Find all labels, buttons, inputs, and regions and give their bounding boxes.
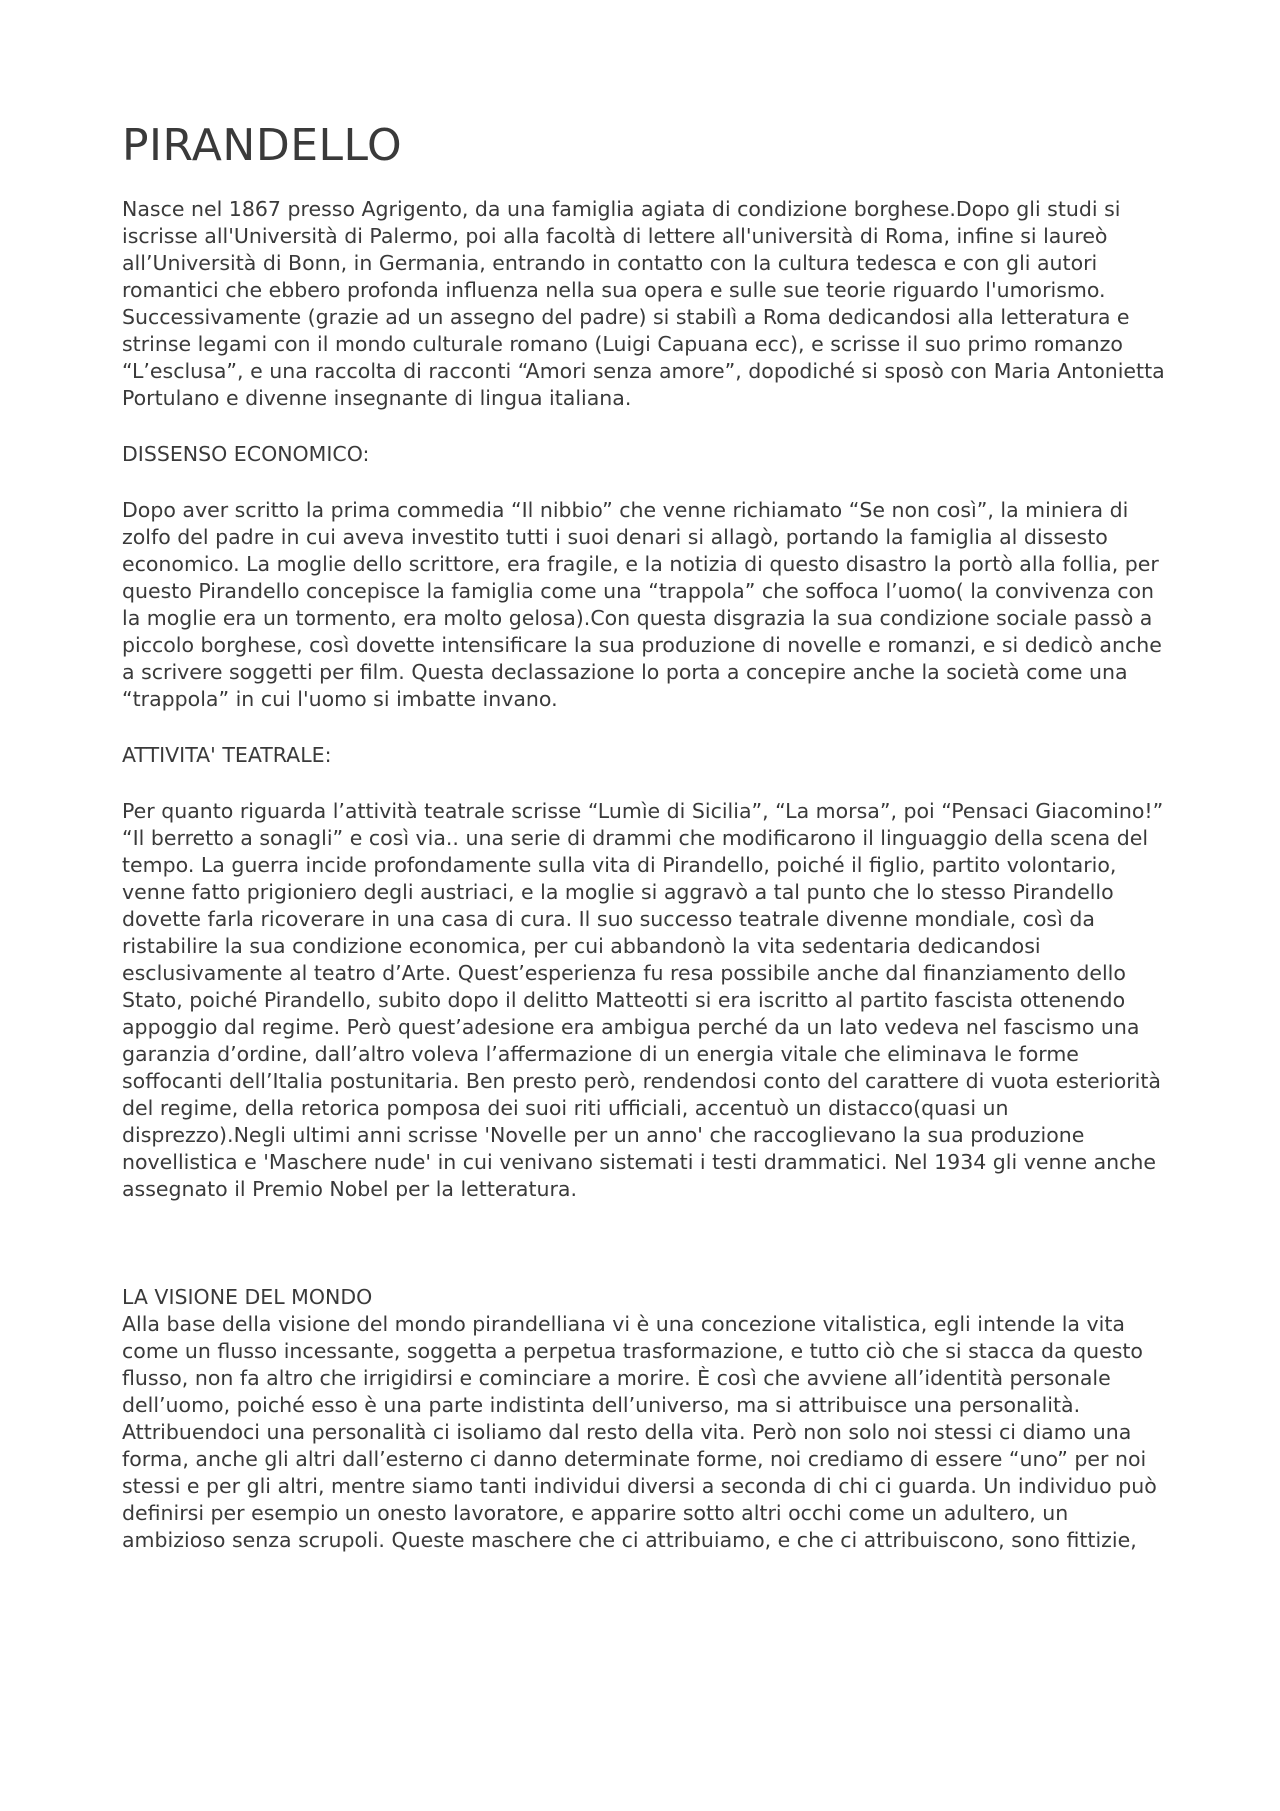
document-title: PIRANDELLO	[122, 120, 403, 171]
section-paragraph-attivita-teatrale: Per quanto riguarda l’attività teatrale scrisse “Lumìe di Sicilia”, “La morsa”, poi “Pensaci Giacomino!” “Il berretto a sonagli” e così via.. una serie di drammi che modificarono il linguaggio della scena del tempo. La guerra incide profondamente sulla vita di Pirandello, poiché il figlio, partito volontario, venne fatto prigioniero degli austriaci, e la moglie si aggravò a tal punto che lo stesso Pirandello dovette farla ricoverare in una casa di cura. Il suo successo teatrale divenne mondiale, così da ristabilire la sua condizione economica, per cui abbandonò la vita sedentaria dedicandosi esclusivamente al teatro d’Arte. Quest’esperienza fu resa possibile anche dal finanziamento dello Stato, poiché Pirandello, subito dopo il delitto Matteotti si era iscritto al partito fascista ottenendo appoggio dal regime. Però quest’adesione era ambigua perché da un lato vedeva nel fascismo una garanzia d’ordine, dall’altro voleva l’affermazione di un energia vitale che eliminava le forme soffocanti dell’Italia postunitaria. Ben presto però, rendendosi conto del carattere di vuota esteriorità del regime, della retorica pomposa dei suoi riti ufficiali, accentuò un distacco(quasi un disprezzo).Negli ultimi anni scrisse 'Novelle per un anno' che raccoglievano la sua produzione novellistica e 'Maschere nude' in cui venivano sistemati i testi drammatici. Nel 1934 gli venne anche assegnato il Premio Nobel per la letteratura.	[122, 799, 1164, 1201]
document-page	[122, 118, 1172, 1554]
spacer	[122, 412, 1172, 441]
section-paragraph-visione-del-mondo: Alla base della visione del mondo pirandelliana vi è una concezione vitalistica, egli intende la vita come un flusso incessante, soggetta a perpetua trasformazione, e tutto ciò che si stacca da questo flusso, non fa altro che irrigidirsi e cominciare a morire. È così che avviene all’identità personale dell’uomo, poiché esso è una parte indistinta dell’universo, ma si attribuisce una personalità. Attribuendoci una personalità ci isoliamo dal resto della vita. Però non solo noi stessi ci diamo una forma, anche gli altri dall’esterno ci danno determinate forme, noi crediamo di essere “uno” per noi stessi e per gli altri, mentre siamo tanti individui diversi a seconda di chi ci guarda. Un individuo può definirsi per esempio un onesto lavoratore, e apparire sotto altri occhi come un adultero, un ambizioso senza scrupoli. Queste maschere che ci attribuiamo, e che ci attribuiscono, sono fittizie,	[122, 1312, 1157, 1552]
section-heading-dissenso-economico: DISSENSO ECONOMICO:	[122, 442, 370, 466]
section-paragraph-dissenso-economico: Dopo aver scritto la prima commedia “Il nibbio” che venne richiamato “Se non così”, la miniera di zolfo del padre in cui aveva investito tutti i suoi denari si allagò, portando la famiglia al dissesto economico. La moglie dello scrittore, era fragile, e la notizia di questo disastro la portò alla follia, per questo Pirandello concepisce la famiglia come una “trappola” che soffoca l’uomo( la convivenza con la moglie era un tormento, era molto gelosa).Con questa disgrazia la sua condizione sociale passò a piccolo borghese, così dovette intensificare la sua produzione di novelle e romanzi, e si dedicò anche a scrivere soggetti per film. Questa declassazione lo porta a concepire anche la società come una “trappola” in cui l'uomo si imbatte invano.	[122, 498, 1162, 711]
spacer	[122, 713, 1172, 742]
intro-paragraph: Nasce nel 1867 presso Agrigento, da una famiglia agiata di condizione borghese.Dopo gli studi si iscrisse all'Università di Palermo, poi alla facoltà di lettere all'università di Roma, infine si laureò all’Università di Bonn, in Germania, entrando in contatto con la cultura tedesca e con gli autori romantici che ebbero profonda influenza nella sua opera e sulle sue teorie riguardo l'umorismo. Successivamente (grazie ad un assegno del padre) si stabilì a Roma dedicandosi alla letteratura e strinse legami con il mondo culturale romano (Luigi Capuana ecc), e scrisse il suo primo romanzo “L’esclusa”, e una raccolta di racconti “Amori senza amore”, dopodiché si sposò con Maria Antonietta Portulano e divenne insegnante di lingua italiana.	[122, 197, 1165, 410]
spacer	[122, 1203, 1172, 1284]
spacer	[122, 769, 1172, 798]
spacer	[122, 468, 1172, 497]
section-heading-attivita-teatrale: ATTIVITA' TEATRALE:	[122, 743, 332, 767]
section-heading-visione-del-mondo: LA VISIONE DEL MONDO	[122, 1285, 373, 1309]
